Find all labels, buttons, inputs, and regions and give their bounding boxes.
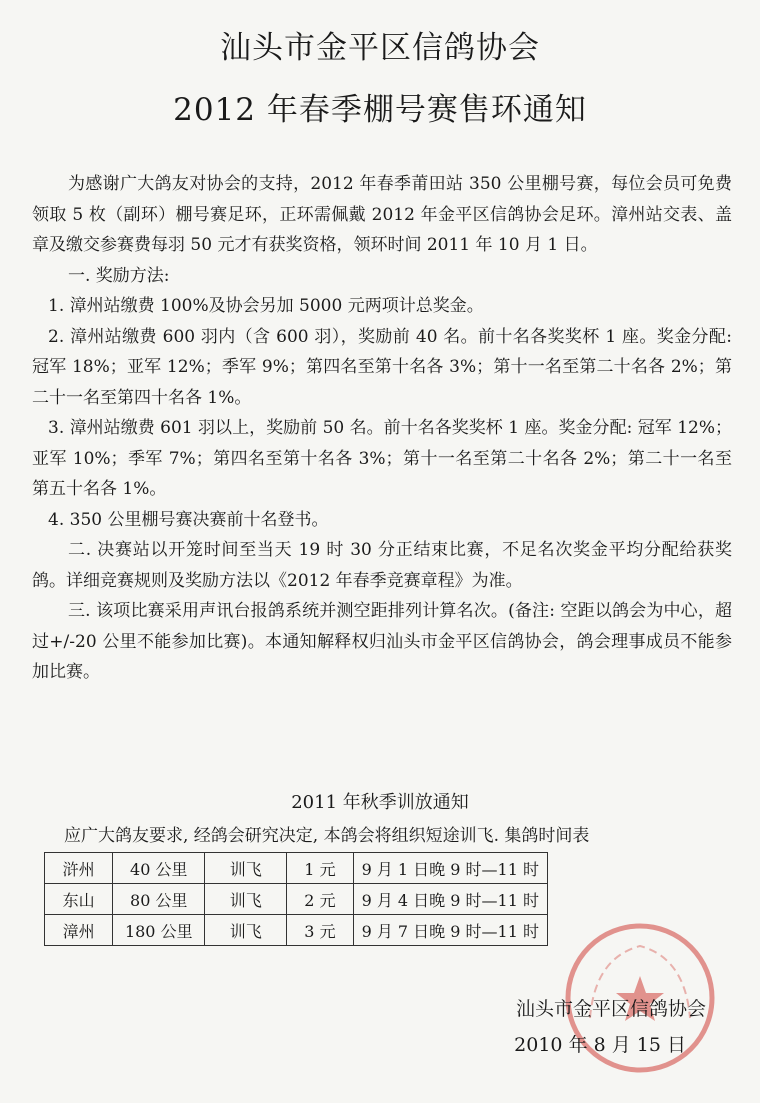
table-cell-place: 东山 [45,884,113,915]
table-cell-time: 9 月 4 日晚 9 时—11 时 [353,884,547,915]
table-row [45,915,548,946]
signature-date: 2010 年 8 月 15 日 [514,1034,686,1056]
table-cell-fee: 3 元 [287,915,353,946]
section-3-paragraph: 三. 该项比赛采用声讯台报鸽系统并测空距排列计算名次。(备注: 空距以鸽会为中心，超过+/-20 公里不能参加比赛)。本通知解释权归汕头市金平区信鸽协会，鸽会理事成员不能参加比赛。 [32,601,732,682]
table-cell-type: 训飞 [205,915,287,946]
table-row [45,853,548,884]
reward-item-4: 4. 350 公里棚号赛决赛前十名登书。 [48,509,329,530]
table-cell-distance: 80 公里 [113,884,205,915]
reward-item-1: 1. 漳州站缴费 100%及协会另加 5000 元两项计总奖金。 [48,296,484,316]
training-notice-title: 2011 年秋季训放通知 [291,792,469,813]
reward-item-3: 3. 漳州站缴费 601 羽以上，奖励前 50 名。前十名各奖奖杯 1 座。奖金分配: 冠军 12%；亚军 10%；季军 7%；第四名至第十名各 3%；第十一名至第二十名各 2%；第二十一名至第五十名各 1%。 [32,418,732,499]
section-1-heading: 一. 奖励方法: [68,265,170,286]
table-row [45,884,548,915]
table-cell-type: 训飞 [205,884,287,915]
reward-item-2: 2. 漳州站缴费 600 羽内（含 600 羽），奖励前 40 名。前十名各奖奖杯 1 座。奖金分配: 冠军 18%；亚军 12%；季军 9%；第四名至第十名各 3%；第十一名至第二十名各 2%；第二十一名至第四十名各 1%。 [32,326,732,408]
document-subtitle: 2012 年春季棚号赛售环通知 [173,92,587,128]
table-cell-time: 9 月 1 日晚 9 时—11 时 [353,853,547,884]
table-cell-fee: 2 元 [287,884,353,915]
table-cell-time: 9 月 7 日晚 9 时—11 时 [353,915,547,946]
section-2-paragraph: 二. 决赛站以开笼时间至当天 19 时 30 分正结束比赛，不足名次奖金平均分配给获奖鸽。详细竞赛规则及奖励方法以《2012 年春季竞赛章程》为准。 [32,540,732,591]
signature-organization: 汕头市金平区信鸽协会 [515,998,706,1020]
notice-body [32,169,732,688]
document-title: 汕头市金平区信鸽协会 [220,30,540,66]
table-cell-distance: 180 公里 [113,915,205,946]
training-notice-intro: 应广大鸽友要求, 经鸽会研究决定, 本鸽会将组织短途训飞. 集鸽时间表 [64,826,590,846]
table-cell-distance: 40 公里 [113,853,205,884]
table-cell-fee: 1 元 [287,853,353,884]
training-schedule-table [44,852,548,946]
table-cell-place: 漳州 [45,915,113,946]
intro-paragraph: 为感谢广大鸽友对协会的支持，2012 年春季莆田站 350 公里棚号赛，每位会员可免费领取 5 枚（副环）棚号赛足环，正环需佩戴 2012 年金平区信鸽协会足环。漳州站交表、盖章及缴交参赛费每羽 50 元才有获奖资格，领环时间 2011 年 10 月 1 日。 [32,174,732,255]
table-cell-place: 浒州 [45,853,113,884]
table-cell-type: 训飞 [205,853,287,884]
